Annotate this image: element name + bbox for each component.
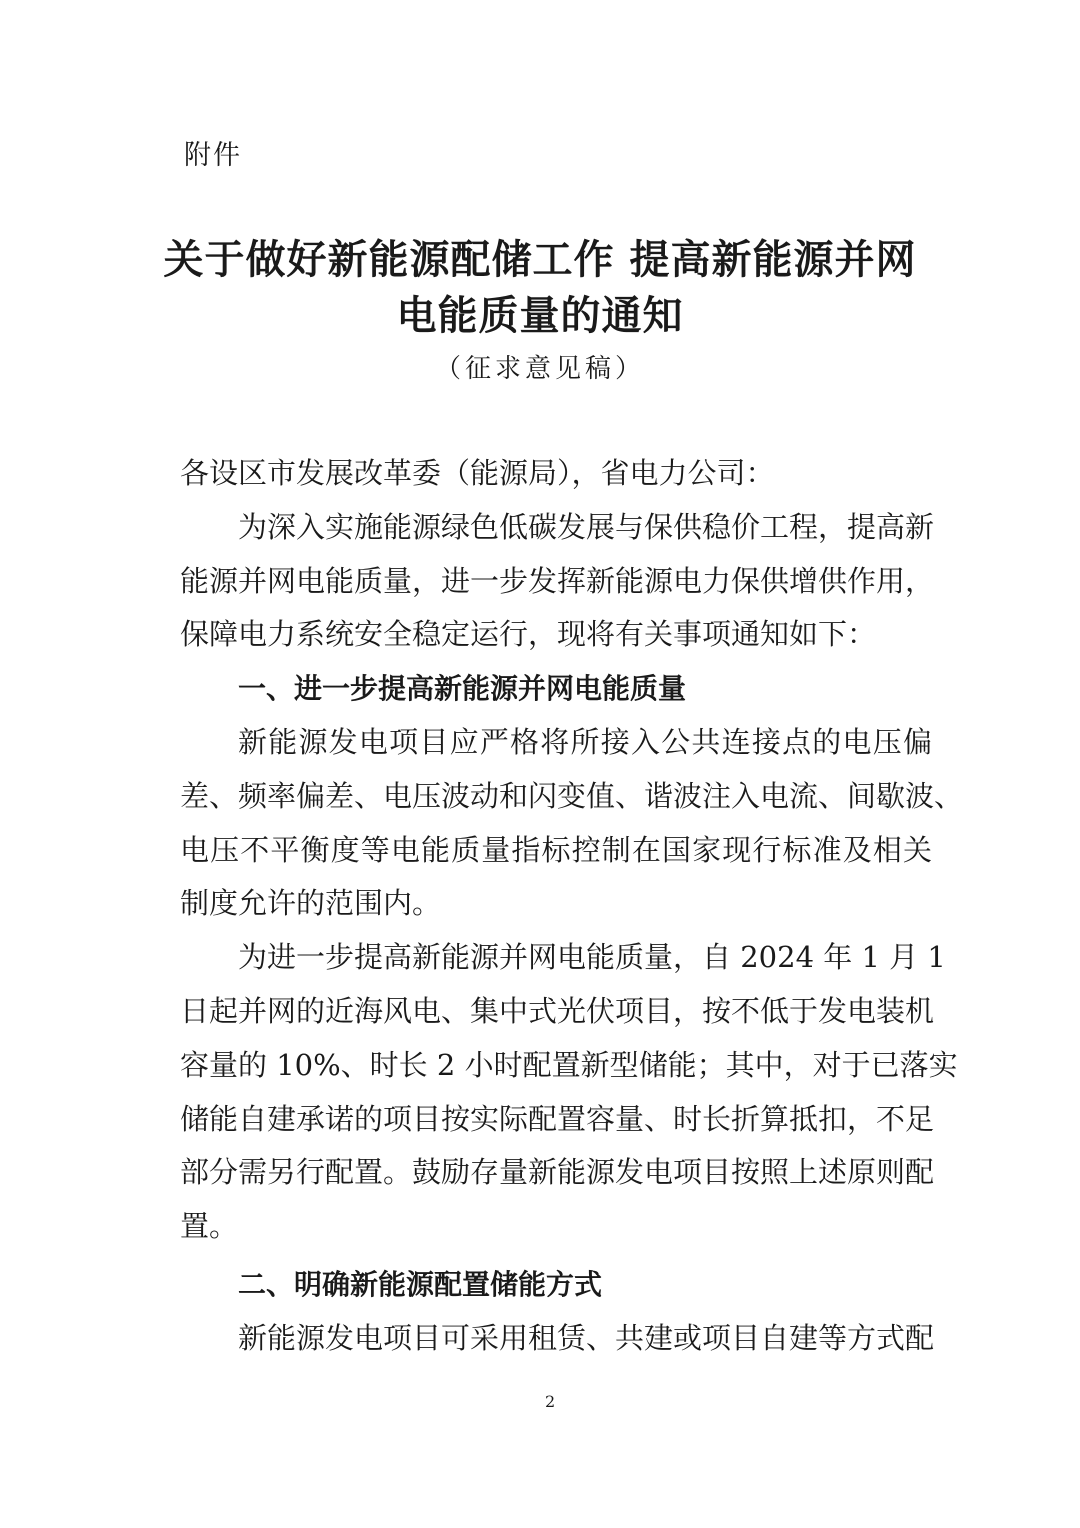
document-body: [180, 447, 964, 1366]
document-subtitle: （征求意见稿）: [434, 354, 645, 384]
intro-line: 为深入实施能源绿色低碳发展与保供稳价工程，提高新: [238, 509, 935, 544]
section-heading-1: 一、进一步提高新能源并网电能质量: [238, 672, 687, 706]
page-number: 2: [545, 1392, 556, 1411]
paragraph-line: 置。: [180, 1209, 239, 1244]
paragraph-line: 为进一步提高新能源并网电能质量，自 2024 年 1 月 1: [238, 940, 946, 975]
paragraph-line: 日起并网的近海风电、集中式光伏项目，按不低于发电装机: [180, 993, 935, 1028]
paragraph-line: 制度允许的范围内。: [180, 886, 442, 921]
attachment-label: 附件: [184, 140, 242, 171]
section-heading-2: 二、明确新能源配置储能方式: [238, 1267, 603, 1301]
intro-line: 保障电力系统安全稳定运行，现将有关事项通知如下：: [180, 617, 877, 652]
addressee: 各设区市发展改革委（能源局），省电力公司：: [180, 456, 775, 490]
document-title-line-2: 电能质量的通知: [396, 292, 684, 339]
paragraph-line: 新能源发电项目应严格将所接入公共连接点的电压偏: [238, 724, 932, 759]
intro-line: 能源并网电能质量，进一步发挥新能源电力保供增供作用，: [180, 563, 935, 598]
document-title-line-1: 关于做好新能源配储工作 提高新能源并网: [163, 236, 917, 283]
paragraph-line: 部分需另行配置。鼓励存量新能源发电项目按照上述原则配: [180, 1155, 935, 1190]
paragraph-line: 差、频率偏差、电压波动和闪变值、谐波注入电流、间歇波、: [180, 778, 964, 813]
paragraph-line: 容量的 10%、时长 2 小时配置新型储能；其中，对于已落实: [180, 1047, 958, 1082]
paragraph-line: 储能自建承诺的项目按实际配置容量、时长折算抵扣，不足: [180, 1101, 935, 1136]
paragraph-line: 新能源发电项目可采用租赁、共建或项目自建等方式配: [238, 1320, 935, 1355]
paragraph-line: 电压不平衡度等电能质量指标控制在国家现行标准及相关: [180, 832, 932, 867]
